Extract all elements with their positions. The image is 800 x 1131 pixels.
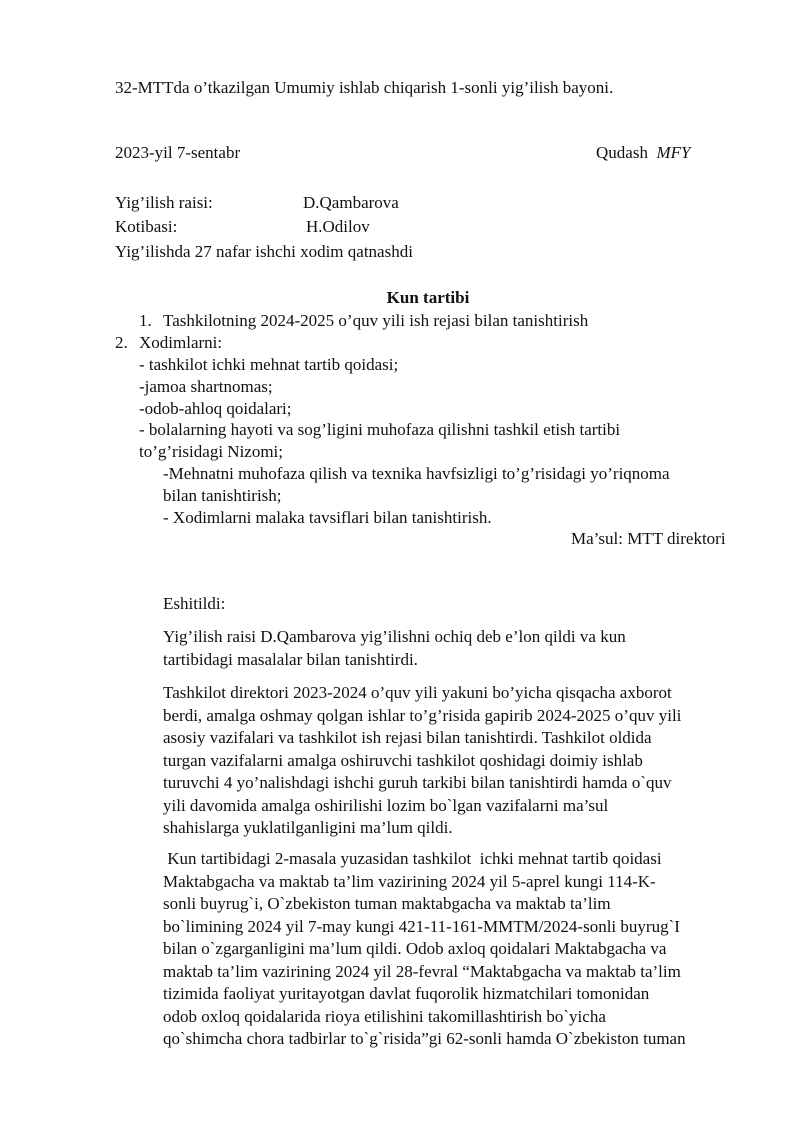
minutes-paragraph-3	[163, 848, 763, 1051]
meeting-date: 2023-yil 7-sentabr	[115, 143, 241, 162]
agenda-subitem: - tashkilot ichki mehnat tartib qoidasi;	[139, 355, 399, 374]
paragraph-line: yili davomida amalga oshirilishi lozim bo`lgan vazifalarni ma’sul	[163, 795, 609, 815]
paragraph-line: asosiy vazifalari va tashkilot ish rejasi bilan tanishtirdi. Tashkilot oldida	[163, 728, 652, 747]
paragraph-line: Tashkilot direktori 2023-2024 o’quv yili yakuni bo’yicha qisqacha axborot	[163, 683, 672, 702]
paragraph-line: berdi, amalga oshmay qolgan ishlar to’g’risida gapirib 2024-2025 o’quv yili	[163, 705, 682, 725]
agenda-item-2-number: 2.	[115, 333, 128, 352]
agenda-subitem-continued: bilan tanishtirish;	[163, 486, 282, 505]
agenda-subitem: - Xodimlarni malaka tavsiflari bilan tanishtirish.	[163, 508, 492, 527]
paragraph-line: maktab ta’lim vazirining 2024 yil 28-fevral “Maktabgacha va maktab ta’lim	[163, 961, 681, 981]
meeting-place	[596, 142, 690, 164]
paragraph-line: Maktabgacha va maktab ta’lim vazirining 2024 yil 5-aprel kungi 114-K-	[163, 871, 656, 891]
agenda-title: Kun tartibi	[386, 288, 470, 307]
responsible-person: Ma’sul: MTT direktori	[571, 529, 726, 548]
paragraph-line: sonli buyrug`i, O`zbekiston tuman maktabgacha va maktab ta’lim	[163, 894, 611, 913]
paragraph-line: bilan o`zgarganligini ma’lum qildi. Odob axloq qoidalari Maktabgacha va	[163, 939, 667, 958]
paragraph-line: tizimida faoliyat yuritayotgan davlat fuqorolik hizmatchilari tomonidan	[163, 984, 650, 1003]
paragraph-line: turuvchi 4 yo’nalishdagi ishchi guruh tarkibi bilan tanishtirdi hamda o`quv	[163, 773, 672, 792]
chair-name: D.Qambarova	[303, 193, 399, 212]
paragraph-line: qo`shimcha chora tadbirlar to`g`risida”gi 62-sonli hamda O`zbekiston tuman	[163, 1029, 686, 1048]
paragraph-line: Kun tartibidagi 2-masala yuzasidan tashkilot ichki mehnat tartib qoidasi	[163, 849, 662, 868]
agenda-subitem: - bolalarning hayoti va sog’ligini muhofaza qilishni tashkil etish tartibi	[139, 420, 621, 439]
secretary-name: H.Odilov	[306, 217, 370, 236]
paragraph-line: shahislarga yuklatilganligini ma’lum qildi.	[163, 818, 453, 837]
paragraph-line: bo`limining 2024 yil 7-may kungi 421-11-161-MMTM/2024-sonli buyrug`I	[163, 916, 680, 936]
agenda-subitem: -Mehnatni muhofaza qilish va texnika havfsizligi to’g’risidagi yo’riqnoma	[163, 464, 670, 483]
agenda-item-2	[115, 332, 222, 354]
paragraph-line: odob oxloq qoidalarida rioya etilishini takomillashtirish bo`yicha	[163, 1006, 606, 1026]
paragraph-line: tartibidagi masalalar bilan tanishtirdi.	[163, 649, 418, 669]
agenda-item-1	[139, 310, 588, 332]
minutes-paragraph-1	[163, 626, 763, 671]
paragraph-line: turgan vazifalarni amalga oshiruvchi tashkilot qoshidagi doimiy ishlab	[163, 750, 643, 770]
agenda-subitem: -odob-ahloq qoidalari;	[139, 399, 292, 418]
place-suffix: MFY	[656, 143, 691, 162]
agenda-subitem-continued: to’g’risidagi Nizomi;	[139, 442, 284, 461]
agenda-item-2-text: Xodimlarni:	[139, 333, 223, 352]
minutes-paragraph-2	[163, 682, 763, 840]
agenda-subitem: -jamoa shartnomas;	[139, 377, 273, 396]
place-name: Qudash	[596, 143, 648, 162]
attendance-text: Yig’ilishda 27 nafar ishchi xodim qatnashdi	[115, 242, 413, 261]
heard-label: Eshitildi:	[163, 594, 226, 613]
agenda-item-1-number: 1.	[139, 311, 152, 330]
document-title: 32-MTTda o’tkazilgan Umumiy ishlab chiqarish 1-sonli yig’ilish bayoni.	[115, 78, 614, 97]
agenda-item-1-text: Tashkilotning 2024-2025 o’quv yili ish rejasi bilan tanishtirish	[163, 311, 589, 330]
chair-label: Yig’ilish raisi:	[115, 193, 213, 212]
secretary-label: Kotibasi:	[115, 217, 178, 236]
paragraph-line: Yig’ilish raisi D.Qambarova yig’ilishni ochiq deb e’lon qildi va kun	[163, 627, 626, 646]
